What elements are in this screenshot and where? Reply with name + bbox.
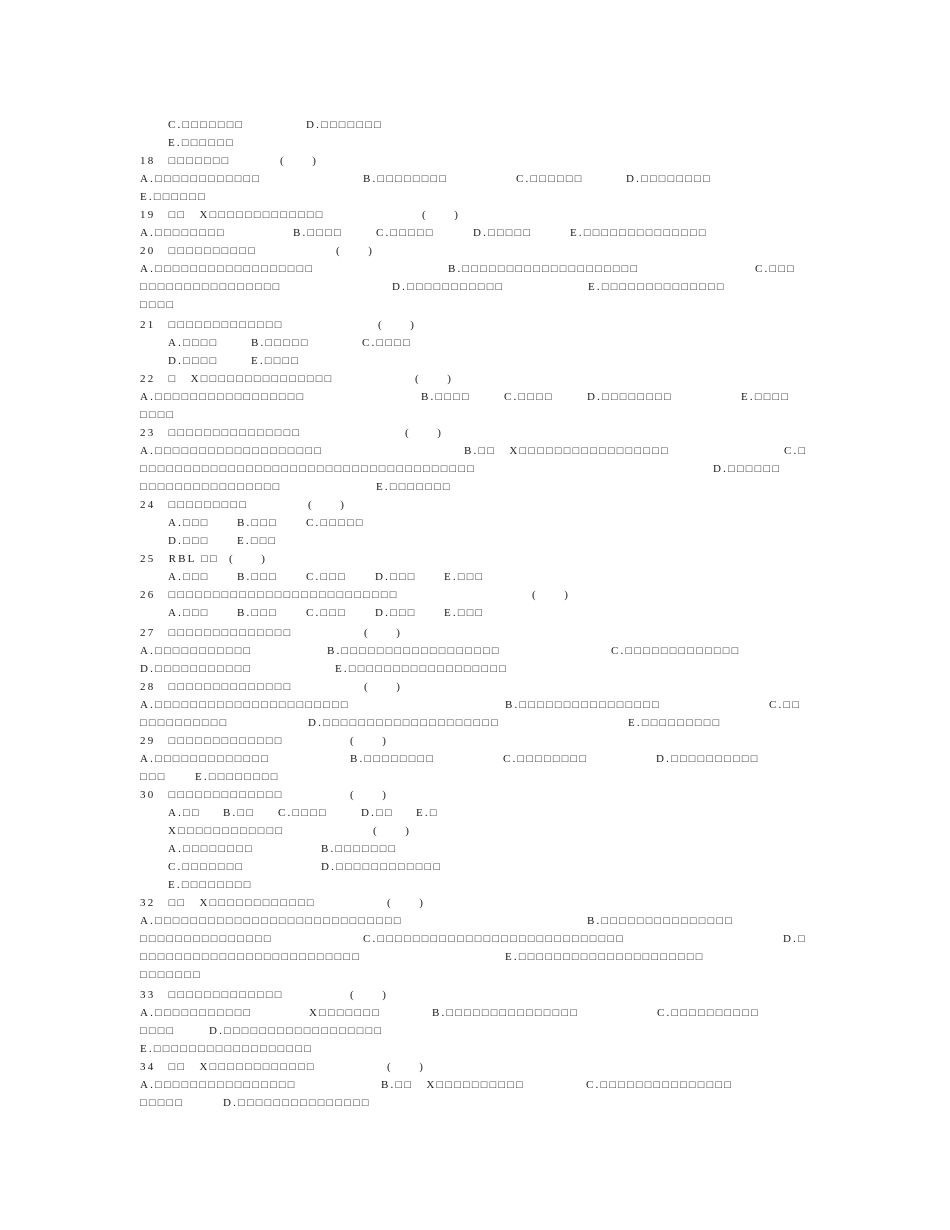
text-segment: E.□□□□□□□□□□□□□□□□□□□□□ [505, 951, 705, 963]
text-segment: A.□□□□□□□□□□□□□□□□□ [140, 391, 306, 403]
text-segment: □□□□□□□ [140, 969, 202, 981]
text-segment: □□□□ [140, 299, 176, 311]
text-segment: B.□□ X□□□□□□□□□□□□□□□□□ [464, 445, 670, 457]
text-segment: B.□□□□ [293, 227, 343, 239]
text-segment: 22 □ X□□□□□□□□□□□□□□□ [140, 373, 334, 385]
text-segment: B.□□ X□□□□□□□□□□ [381, 1079, 525, 1091]
text-segment: ( ) [350, 789, 389, 801]
text-segment: D.□□□□□□ [713, 463, 782, 475]
text-segment: 19 □□ X□□□□□□□□□□□□□ [140, 209, 325, 221]
text-segment: A.□□□ [168, 607, 210, 619]
text-segment: A.□□□□□□□□□□□□□□□□ [140, 1079, 297, 1091]
text-segment: C.□□□□□□□ [168, 861, 245, 873]
text-segment: B.□□□□□□□□□□□□□□□□ [505, 699, 661, 711]
text-segment: X□□□□□□□ [309, 1007, 382, 1019]
text-segment: A.□□□ [168, 517, 210, 529]
text-segment: □□□□□□□□□□□□□□□□□□□□□□□□□ [140, 951, 362, 963]
text-segment: ( ) [532, 589, 571, 601]
text-segment: E.□□□□□□□□ [195, 771, 280, 783]
text-segment: D.□□□□□□□□ [626, 173, 712, 185]
text-segment: A.□□□□□□□□□□□□□ [140, 753, 271, 765]
text-segment: E.□□□□ [741, 391, 791, 403]
text-segment: A.□□□□□□□□□□□□□□□□□□ [140, 263, 315, 275]
text-segment: B.□□□□□□□□□□□□□□□□□□ [327, 645, 501, 657]
text-segment: ( ) [387, 897, 426, 909]
text-segment: X□□□□□□□□□□□□ [168, 825, 285, 837]
text-segment: ( ) [336, 245, 375, 257]
text-segment: 20 □□□□□□□□□□ [140, 245, 258, 257]
text-segment: D.□□□□□□□□□□□□□□□□□□□□ [308, 717, 500, 729]
text-segment: C.□□□□□□□□□□□□□ [611, 645, 741, 657]
text-segment: E.□ [416, 807, 439, 819]
text-segment: C.□□□□ [362, 337, 412, 349]
text-segment: ( ) [422, 209, 461, 221]
text-segment: D.□□□□□□□ [306, 119, 384, 131]
text-segment: ( ) [280, 155, 319, 167]
text-segment: B.□□ [223, 807, 256, 819]
text-segment: C.□□□□□□□□ [503, 753, 589, 765]
text-segment: E.□□□□□□□□ [168, 879, 253, 891]
text-segment: 28 □□□□□□□□□□□□□□ [140, 681, 293, 693]
text-segment: □□□□□□□□□□ [140, 717, 229, 729]
text-segment: C.□□□ [306, 571, 348, 583]
text-segment: B.□□□□□□□□□□□□□□□ [587, 915, 735, 927]
text-segment: B.□□□□□□□□ [363, 173, 449, 185]
text-segment: □□□ [140, 771, 167, 783]
text-segment: D.□□□□□□□□□□□ [140, 663, 253, 675]
text-segment: E.□□□□□□□□□□□□□□ [570, 227, 708, 239]
text-segment: A.□□□□ [168, 337, 219, 349]
text-segment: A.□□□□□□□□□□□□□□□□□□□ [140, 445, 324, 457]
text-segment: ( ) [364, 681, 403, 693]
text-segment: E.□□□□□□□ [376, 481, 452, 493]
text-segment: □□□□ [140, 409, 176, 421]
text-segment: D.□□□ [375, 571, 417, 583]
text-segment: 26 □□□□□□□□□□□□□□□□□□□□□□□□□□ [140, 589, 399, 601]
text-segment: □□□□□□□□□□□□□□□ [140, 933, 273, 945]
text-segment: ( ) [415, 373, 454, 385]
text-segment: □□□□□□□□□□□□□□□□ [140, 281, 282, 293]
text-segment: C.□□□□□□□□□□ [657, 1007, 760, 1019]
text-segment: D.□□□□□□□□□□□□□□□□□□ [209, 1025, 384, 1037]
text-segment: E.□□□□□□□□□ [628, 717, 722, 729]
text-segment: D.□□□□□□□□ [587, 391, 673, 403]
text-segment: A.□□□ [168, 571, 210, 583]
text-segment: A.□□□□□□□□□□□□□□□□□□□□□□ [140, 699, 350, 711]
text-segment: B.□□□ [237, 571, 279, 583]
text-segment: A.□□□□□□□□ [140, 227, 226, 239]
text-segment: 29 □□□□□□□□□□□□□ [140, 735, 284, 747]
text-segment: ( ) [378, 319, 417, 331]
text-segment: B.□□□□□□□□ [350, 753, 436, 765]
text-segment: □□□□□□□□□□□□□□□□ [140, 481, 282, 493]
text-segment: ( ) [350, 989, 389, 1001]
text-segment: D.□□□□□□□□□□□□□□□ [223, 1097, 371, 1109]
text-segment: A.□□□□□□□□□□□□ [140, 173, 262, 185]
text-segment: A.□□□□□□□□□□□ [140, 1007, 253, 1019]
text-segment: 23 □□□□□□□□□□□□□□□ [140, 427, 302, 439]
text-segment: C.□□□ [306, 607, 348, 619]
text-segment: E.□□□ [444, 571, 485, 583]
text-segment: D.□□□ [168, 535, 210, 547]
text-segment: A.□□□□□□□□□□□□□□□□□□□□□□□□□□□□ [140, 915, 403, 927]
text-segment: A.□□ [168, 807, 201, 819]
text-segment: 32 □□ X□□□□□□□□□□□□ [140, 897, 316, 909]
text-segment: ( ) [387, 1061, 426, 1073]
text-segment: D.□□□ [375, 607, 417, 619]
text-segment: A.□□□□□□□□ [168, 843, 254, 855]
text-segment: 30 □□□□□□□□□□□□□ [140, 789, 284, 801]
text-segment: E.□□□□□□□□□□□□□□□□□□ [140, 1043, 314, 1055]
text-segment: C.□□□□□□□□□□□□□□□□□□□□□□□□□□□□ [363, 933, 626, 945]
text-segment: C.□□□□□□□ [168, 119, 245, 131]
text-segment: D.□□□□□□□□□□ [656, 753, 760, 765]
text-segment: E.□□□□ [251, 355, 301, 367]
text-segment: D.□□□□□□□□□□□□ [321, 861, 443, 873]
text-segment: B.□□□□□ [251, 337, 310, 349]
text-segment: E.□□□□□□ [168, 137, 235, 149]
text-segment: C.□□□□□□ [516, 173, 584, 185]
text-segment: ( ) [364, 627, 403, 639]
text-segment: C.□□□□□ [306, 517, 365, 529]
text-segment: C.□□□□□□□□□□□□□□□ [586, 1079, 734, 1091]
text-segment: D.□□□□□ [473, 227, 533, 239]
text-segment: ( ) [405, 427, 444, 439]
text-segment: B.□□□□□□□ [321, 843, 398, 855]
text-segment: C.□□□ [755, 263, 797, 275]
text-segment: D.□□□□ [168, 355, 219, 367]
text-segment: B.□□□□□□□□□□□□□□□□□□□□ [448, 263, 640, 275]
text-segment: C.□ [784, 445, 808, 457]
text-segment: E.□□□ [237, 535, 278, 547]
text-segment: ( ) [229, 553, 268, 565]
text-segment: 18 □□□□□□□ [140, 155, 231, 167]
text-segment: 24 □□□□□□□□□ [140, 499, 249, 511]
text-segment: C.□□□□ [278, 807, 328, 819]
text-segment: C.□□□□□ [376, 227, 435, 239]
text-segment: B.□□□□ [421, 391, 471, 403]
text-segment: B.□□□ [237, 607, 279, 619]
text-segment: ( ) [373, 825, 412, 837]
text-segment: B.□□□□□□□□□□□□□□□ [432, 1007, 580, 1019]
text-segment: D.□ [783, 933, 807, 945]
text-segment: 27 □□□□□□□□□□□□□□ [140, 627, 293, 639]
text-segment: ( ) [350, 735, 389, 747]
text-segment: B.□□□ [237, 517, 279, 529]
text-segment: D.□□□□□□□□□□□ [392, 281, 505, 293]
text-segment: ( ) [308, 499, 347, 511]
text-segment: E.□□□□□□ [140, 191, 207, 203]
text-segment: □□□□□□□□□□□□□□□□□□□□□□□□□□□□□□□□□□□□□□ [140, 463, 477, 475]
text-segment: C.□□□□ [504, 391, 554, 403]
text-segment: 34 □□ X□□□□□□□□□□□□ [140, 1061, 316, 1073]
text-segment: 25 RBL □□ [140, 553, 219, 565]
text-segment: E.□□□□□□□□□□□□□□□□□□ [335, 663, 509, 675]
text-segment: A.□□□□□□□□□□□ [140, 645, 253, 657]
text-segment: 33 □□□□□□□□□□□□□ [140, 989, 284, 1001]
text-segment: E.□□□□□□□□□□□□□□ [588, 281, 726, 293]
text-segment: E.□□□ [444, 607, 485, 619]
text-segment: C.□□ [769, 699, 802, 711]
text-segment: D.□□ [361, 807, 394, 819]
text-segment: □□□□□ [140, 1097, 185, 1109]
text-segment: 21 □□□□□□□□□□□□□ [140, 319, 284, 331]
text-segment: □□□□ [140, 1025, 176, 1037]
